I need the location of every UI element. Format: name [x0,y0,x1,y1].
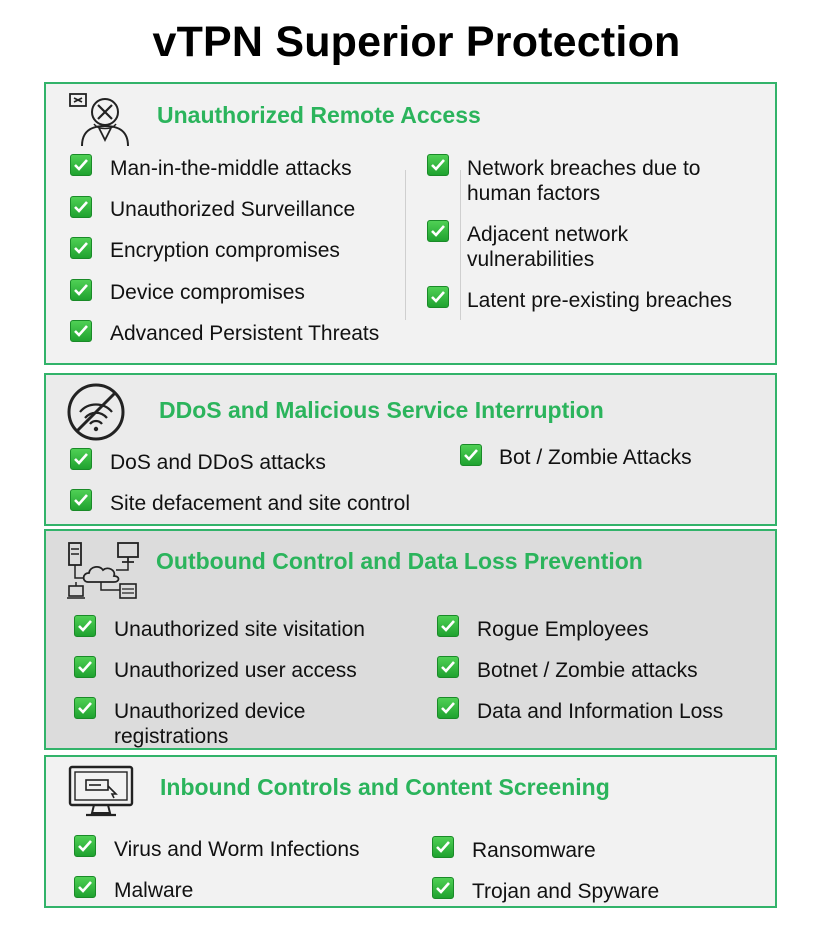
page-title: vTPN Superior Protection [152,18,681,66]
section-heading: Inbound Controls and Content Screening [160,774,610,800]
list-item: Unauthorized Surveillance [110,198,356,221]
checkbox-checked-icon [437,656,459,678]
checkbox-checked-icon [70,279,92,301]
section-heading: Unauthorized Remote Access [157,102,481,128]
list-item: Bot / Zombie Attacks [499,446,692,469]
checkbox-checked-icon [437,697,459,719]
list-item: Advanced Persistent Threats [110,322,380,345]
checkbox-checked-icon [70,154,92,176]
checkbox-checked-icon [427,220,449,242]
list-item: Encryption compromises [110,239,340,262]
checkbox-checked-icon [74,697,96,719]
list-item: Virus and Worm Infections [114,838,360,861]
network-cloud-icon [66,540,140,605]
list-item: Botnet / Zombie attacks [477,659,698,682]
checkbox-checked-icon [427,286,449,308]
checkbox-checked-icon [460,444,482,466]
list-item: Rogue Employees [477,618,649,641]
checkbox-checked-icon [70,489,92,511]
checkbox-checked-icon [74,876,96,898]
checkbox-checked-icon [74,656,96,678]
checkbox-checked-icon [437,615,459,637]
no-wifi-icon [66,382,126,447]
divider [460,170,461,320]
checkbox-checked-icon [432,836,454,858]
list-item: Adjacent network vulnerabilities [467,223,629,271]
monitor-icon [68,765,134,822]
checkbox-checked-icon [74,615,96,637]
list-item: Latent pre-existing breaches [467,289,732,312]
checkbox-checked-icon [70,237,92,259]
list-item: Unauthorized site visitation [114,618,365,641]
list-item: Site defacement and site control [110,492,411,515]
list-item: Trojan and Spyware [472,880,660,903]
list-item: Unauthorized user access [114,659,357,682]
divider [405,170,406,320]
list-item: Data and Information Loss [477,700,724,723]
checkbox-checked-icon [432,877,454,899]
hacker-icon [68,92,130,153]
list-item: Device compromises [110,281,305,304]
checkbox-checked-icon [70,196,92,218]
section-heading: DDoS and Malicious Service Interruption [159,397,604,423]
list-item: Unauthorized device registrations [114,700,306,748]
list-item: Man-in-the-middle attacks [110,157,352,180]
checkbox-checked-icon [427,154,449,176]
list-item: DoS and DDoS attacks [110,451,326,474]
list-item: Ransomware [472,839,596,862]
list-item: Malware [114,879,194,902]
checkbox-checked-icon [74,835,96,857]
list-item: Network breaches due to human factors [467,157,701,205]
checkbox-checked-icon [70,448,92,470]
checkbox-checked-icon [70,320,92,342]
section-heading: Outbound Control and Data Loss Prevention [156,548,643,574]
